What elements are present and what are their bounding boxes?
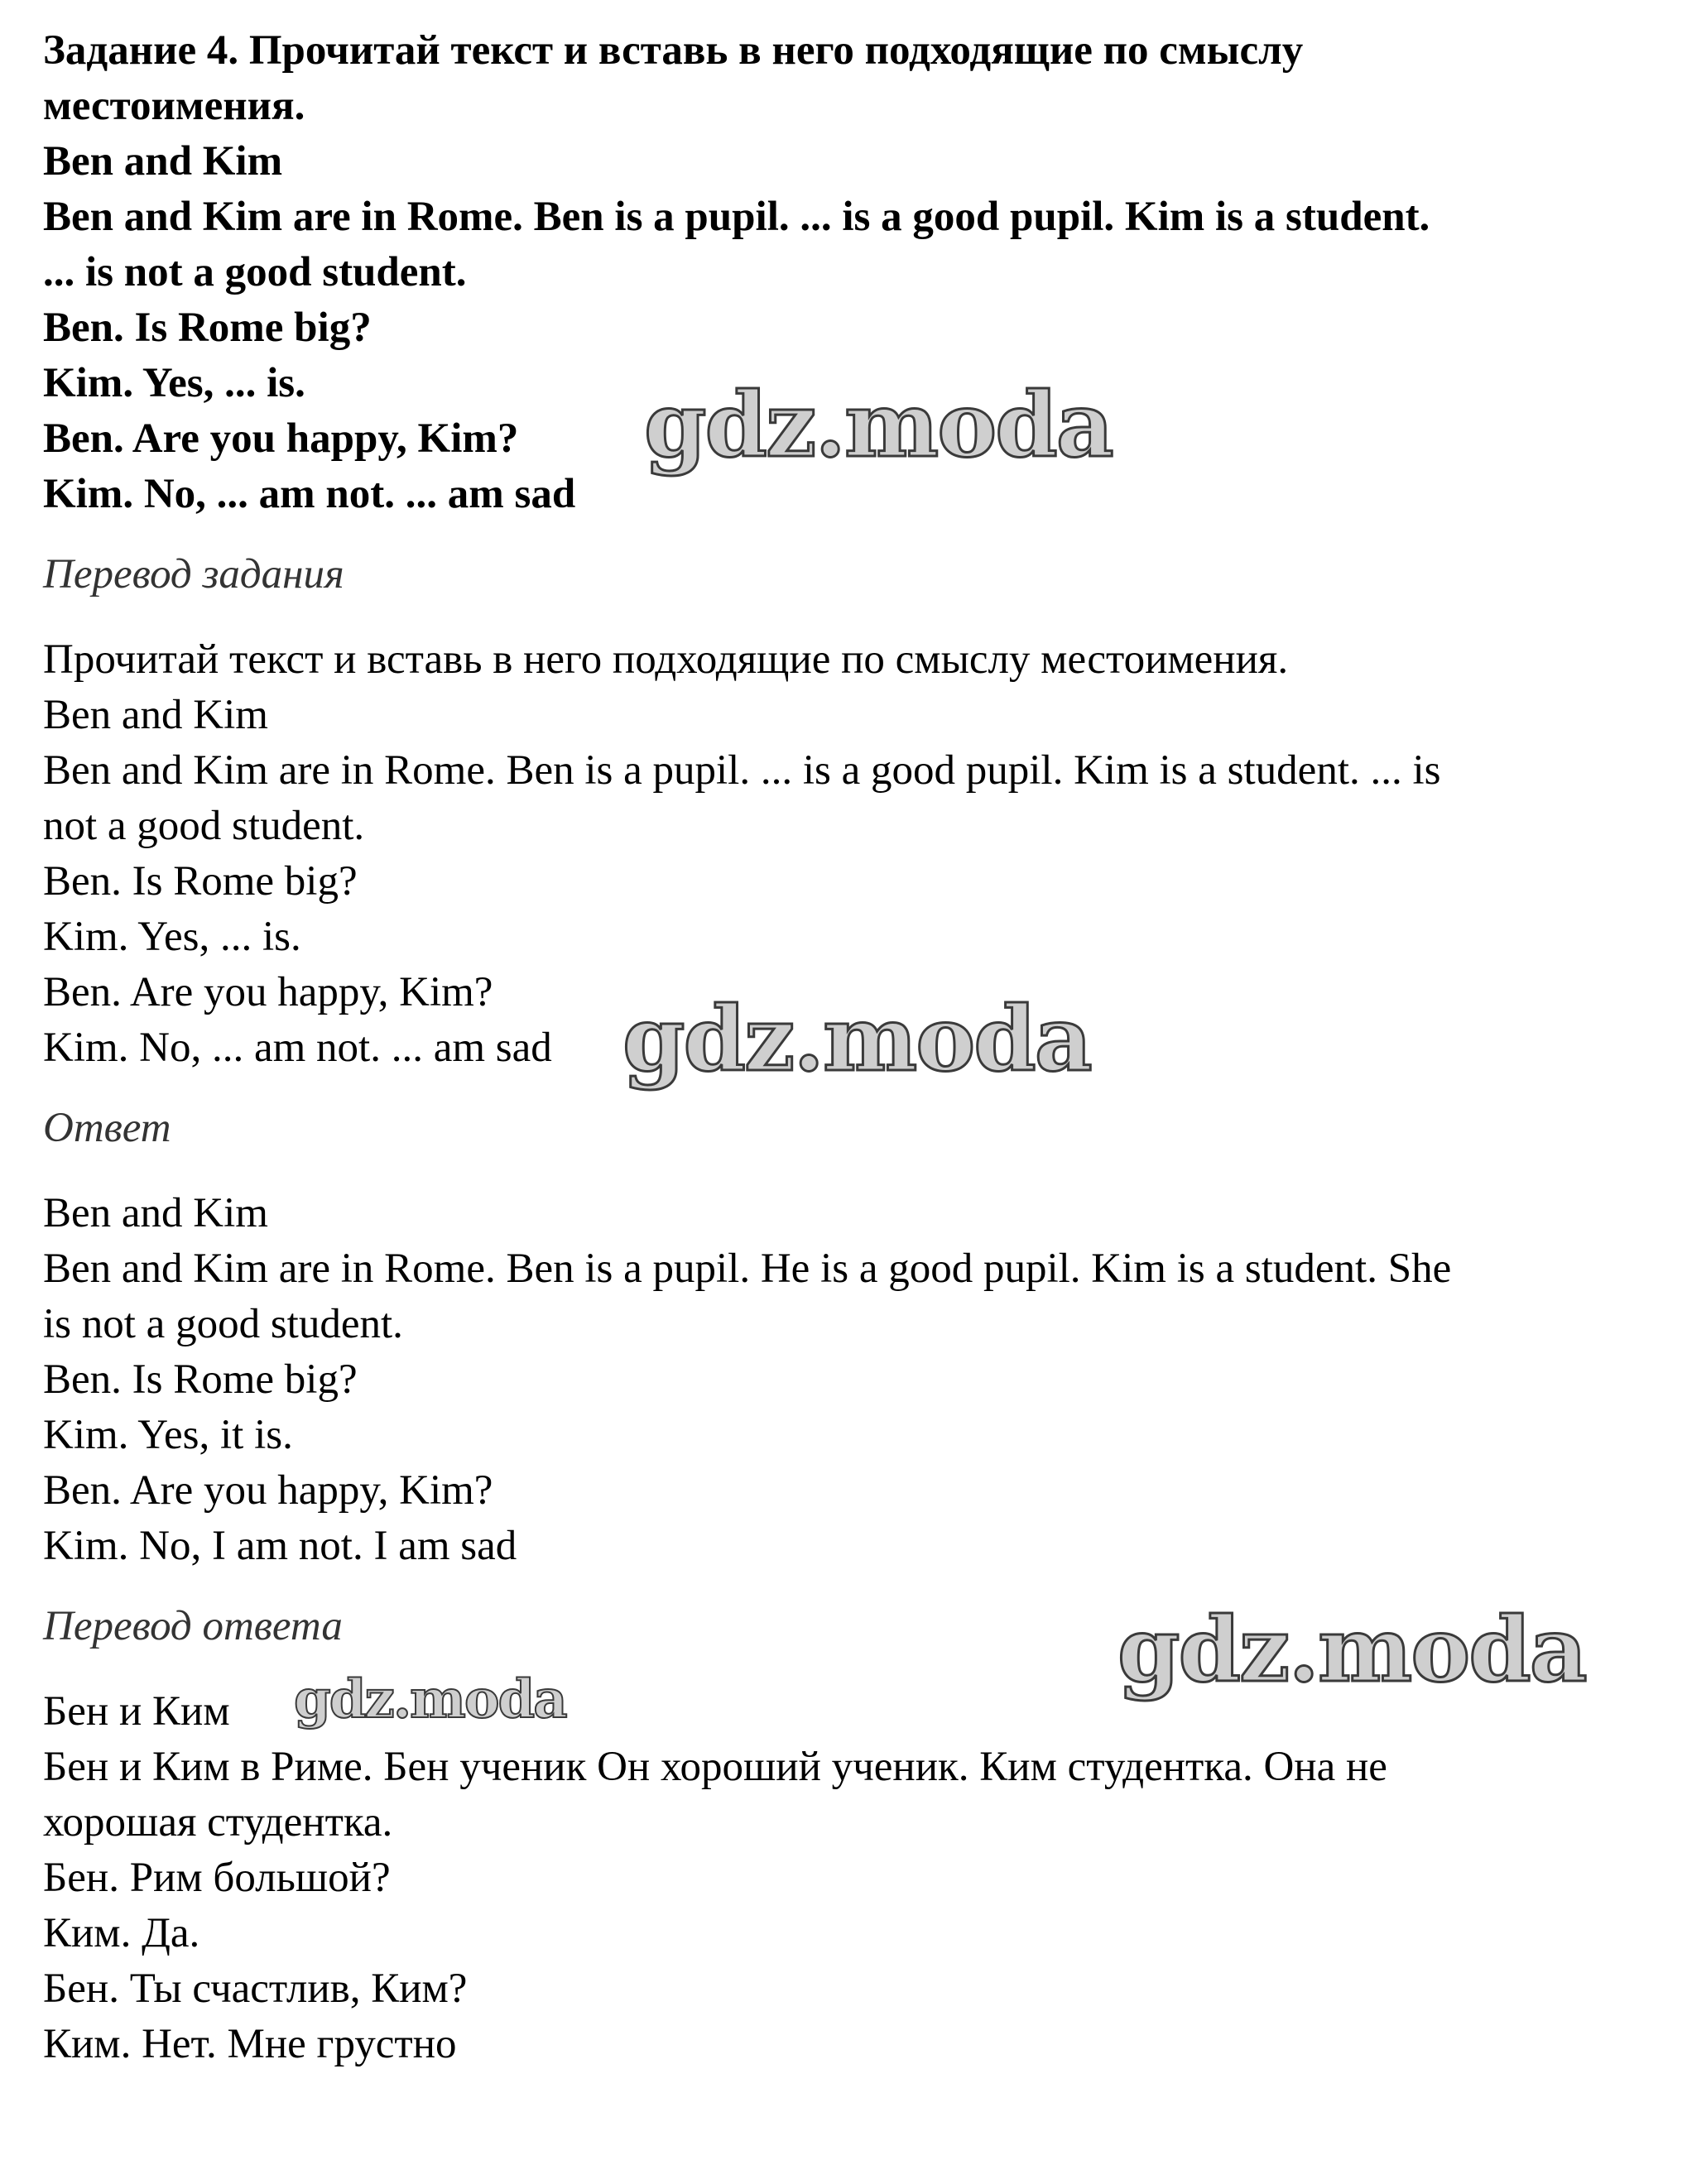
- translation-answer-line: хорошая студентка.: [43, 1799, 393, 1846]
- translation-task-line: Прочитай текст и вставь в него подходящие по смыслу местоимения.: [43, 636, 1289, 683]
- task-line: Ben and Kim are in Rome. Ben is a pupil. ... is a good pupil. Kim is a student.: [43, 194, 1430, 240]
- task-line: Kim. Yes, ... is.: [43, 360, 305, 406]
- answer-heading: Ответ: [43, 1105, 171, 1151]
- translation-answer-line: Ким. Нет. Мне грустно: [43, 2021, 457, 2067]
- translation-task-line: Ben and Kim: [43, 692, 268, 738]
- watermark-logo: gdz.moda: [644, 373, 1113, 478]
- translation-answer-line: Бен и Ким: [43, 1688, 230, 1735]
- task-title-line-1: Задание 4. Прочитай текст и вставь в него подходящие по смыслу: [43, 27, 1304, 74]
- translation-task-line: not a good student.: [43, 803, 365, 849]
- watermark-logo: gdz.moda: [294, 1668, 566, 1730]
- task-line: Ben. Are you happy, Kim?: [43, 415, 519, 462]
- translation-task-line: Ben. Are you happy, Kim?: [43, 969, 493, 1015]
- translation-answer-line: Ким. Да.: [43, 1910, 200, 1956]
- translation-answer-line: Бен. Рим большой?: [43, 1855, 391, 1901]
- translation-task-line: Ben and Kim are in Rome. Ben is a pupil. ... is a good pupil. Kim is a student. ... is: [43, 747, 1441, 794]
- answer-line: Ben. Is Rome big?: [43, 1356, 358, 1403]
- translation-answer-line: Бен и Ким в Риме. Бен ученик Он хороший ученик. Ким студентка. Она не: [43, 1744, 1387, 1790]
- task-line: ... is not a good student.: [43, 249, 467, 295]
- translation-task-heading: Перевод задания: [43, 551, 344, 598]
- translation-answer-heading: Перевод ответа: [43, 1603, 343, 1649]
- translation-task-line: Ben. Is Rome big?: [43, 858, 358, 905]
- task-line: Ben and Kim: [43, 138, 283, 185]
- answer-line: Ben. Are you happy, Kim?: [43, 1467, 493, 1514]
- answer-section: [43, 1101, 1657, 1574]
- translation-task-line: Kim. Yes, ... is.: [43, 914, 301, 960]
- translation-task-line: Kim. No, ... am not. ... am sad: [43, 1025, 552, 1071]
- task-line: Ben. Is Rome big?: [43, 305, 372, 351]
- answer-line: Ben and Kim: [43, 1190, 268, 1236]
- answer-line: Kim. Yes, it is.: [43, 1412, 293, 1458]
- answer-line: Ben and Kim are in Rome. Ben is a pupil. He is a good pupil. Kim is a student. She: [43, 1246, 1452, 1292]
- answer-line: is not a good student.: [43, 1301, 403, 1347]
- watermark-logo: gdz.moda: [1117, 1598, 1586, 1702]
- watermark-logo: gdz.moda: [622, 987, 1091, 1092]
- answer-line: Kim. No, I am not. I am sad: [43, 1523, 517, 1569]
- task-line: Kim. No, ... am not. ... am sad: [43, 471, 576, 517]
- translation-answer-line: Бен. Ты счастлив, Ким?: [43, 1966, 468, 2012]
- task-title-line-2: местоимения.: [43, 83, 305, 129]
